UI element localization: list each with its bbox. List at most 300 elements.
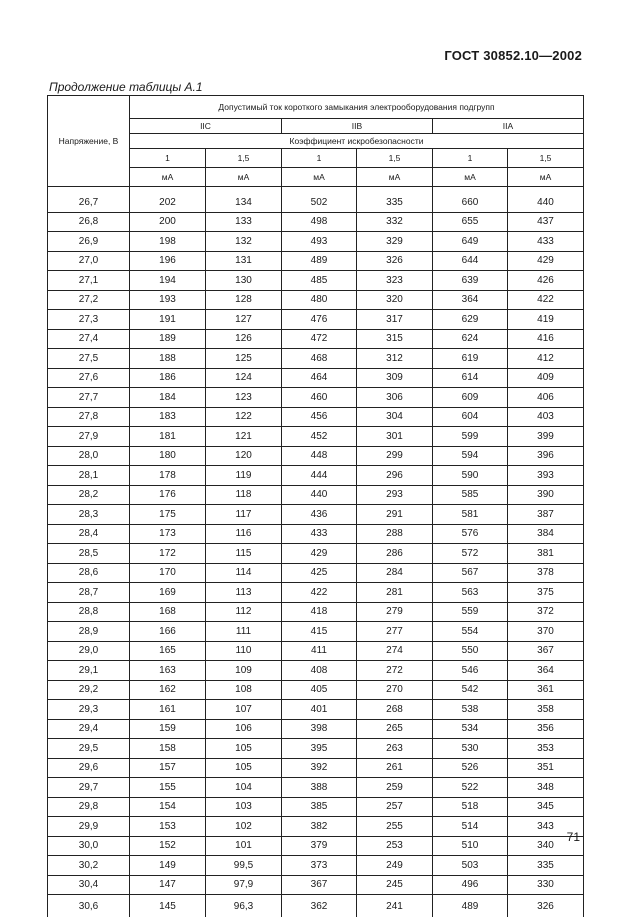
current-cell: 320 (357, 290, 433, 310)
current-cell: 415 (282, 622, 357, 642)
current-cell: 326 (357, 251, 433, 271)
voltage-cell: 28,3 (48, 505, 130, 525)
current-cell: 496 (433, 875, 508, 895)
current-cell: 534 (433, 719, 508, 739)
current-cell: 411 (282, 641, 357, 661)
current-cell: 585 (433, 485, 508, 505)
current-cell: 399 (508, 427, 584, 447)
voltage-cell: 29,0 (48, 641, 130, 661)
current-cell: 96,3 (206, 895, 282, 917)
current-cell: 639 (433, 271, 508, 291)
voltage-cell: 29,2 (48, 680, 130, 700)
table-row (48, 466, 584, 486)
current-cell: 604 (433, 407, 508, 427)
coef-header: Коэффициент искробезопасности (130, 134, 584, 149)
table-row (48, 446, 584, 466)
voltage-cell: 28,4 (48, 524, 130, 544)
current-cell: 291 (357, 505, 433, 525)
current-cell: 272 (357, 661, 433, 681)
unit-label: мА (206, 168, 282, 187)
current-cell: 286 (357, 544, 433, 564)
current-cell: 165 (130, 641, 206, 661)
table-row (48, 563, 584, 583)
current-cell: 281 (357, 583, 433, 603)
current-cell: 385 (282, 797, 357, 817)
current-cell: 372 (508, 602, 584, 622)
voltage-cell: 27,9 (48, 427, 130, 447)
current-cell: 559 (433, 602, 508, 622)
current-cell: 172 (130, 544, 206, 564)
voltage-header: Напряжение, В (48, 96, 130, 187)
current-cell: 522 (433, 778, 508, 798)
current-cell: 398 (282, 719, 357, 739)
current-cell: 381 (508, 544, 584, 564)
current-cell: 127 (206, 310, 282, 330)
current-cell: 147 (130, 875, 206, 895)
current-table (47, 95, 584, 917)
current-cell: 572 (433, 544, 508, 564)
current-cell: 364 (433, 290, 508, 310)
current-cell: 409 (508, 368, 584, 388)
current-cell: 312 (357, 349, 433, 369)
current-cell: 178 (130, 466, 206, 486)
current-cell: 518 (433, 797, 508, 817)
current-cell: 157 (130, 758, 206, 778)
current-cell: 261 (357, 758, 433, 778)
current-cell: 329 (357, 232, 433, 252)
current-cell: 152 (130, 836, 206, 856)
table-row (48, 719, 584, 739)
current-cell: 162 (130, 680, 206, 700)
voltage-cell: 29,8 (48, 797, 130, 817)
voltage-cell: 27,8 (48, 407, 130, 427)
voltage-cell: 30,2 (48, 856, 130, 876)
current-cell: 379 (282, 836, 357, 856)
current-cell: 546 (433, 661, 508, 681)
current-cell: 183 (130, 407, 206, 427)
current-cell: 419 (508, 310, 584, 330)
current-cell: 122 (206, 407, 282, 427)
current-cell: 309 (357, 368, 433, 388)
voltage-cell: 28,5 (48, 544, 130, 564)
voltage-cell: 29,9 (48, 817, 130, 837)
current-cell: 408 (282, 661, 357, 681)
voltage-cell: 26,7 (48, 193, 130, 212)
current-cell: 114 (206, 563, 282, 583)
current-cell: 159 (130, 719, 206, 739)
current-cell: 530 (433, 739, 508, 759)
current-cell: 265 (357, 719, 433, 739)
table-row (48, 797, 584, 817)
current-cell: 464 (282, 368, 357, 388)
voltage-cell: 28,8 (48, 602, 130, 622)
table-caption: Продолжение таблицы А.1 (49, 80, 203, 94)
table-row (48, 758, 584, 778)
current-cell: 109 (206, 661, 282, 681)
voltage-cell: 28,9 (48, 622, 130, 642)
current-cell: 485 (282, 271, 357, 291)
current-cell: 296 (357, 466, 433, 486)
voltage-cell: 27,3 (48, 310, 130, 330)
current-cell: 304 (357, 407, 433, 427)
current-cell: 118 (206, 485, 282, 505)
current-cell: 124 (206, 368, 282, 388)
current-cell: 126 (206, 329, 282, 349)
current-cell: 97,9 (206, 875, 282, 895)
unit-label: мА (282, 168, 357, 187)
current-cell: 274 (357, 641, 433, 661)
table-row (48, 739, 584, 759)
current-cell: 145 (130, 895, 206, 917)
table-row (48, 193, 584, 212)
current-cell: 412 (508, 349, 584, 369)
current-cell: 367 (508, 641, 584, 661)
current-cell: 401 (282, 700, 357, 720)
table-row (48, 388, 584, 408)
current-cell: 288 (357, 524, 433, 544)
current-cell: 268 (357, 700, 433, 720)
current-cell: 105 (206, 739, 282, 759)
current-cell: 149 (130, 856, 206, 876)
current-cell: 186 (130, 368, 206, 388)
voltage-cell: 27,1 (48, 271, 130, 291)
current-cell: 153 (130, 817, 206, 837)
current-cell: 384 (508, 524, 584, 544)
current-cell: 382 (282, 817, 357, 837)
voltage-cell: 28,2 (48, 485, 130, 505)
voltage-cell: 26,8 (48, 212, 130, 232)
current-cell: 392 (282, 758, 357, 778)
voltage-cell: 27,6 (48, 368, 130, 388)
current-cell: 106 (206, 719, 282, 739)
current-cell: 132 (206, 232, 282, 252)
current-cell: 460 (282, 388, 357, 408)
current-cell: 155 (130, 778, 206, 798)
current-cell: 323 (357, 271, 433, 291)
voltage-cell: 27,4 (48, 329, 130, 349)
current-cell: 393 (508, 466, 584, 486)
current-cell: 277 (357, 622, 433, 642)
current-cell: 107 (206, 700, 282, 720)
current-cell: 395 (282, 739, 357, 759)
table-row (48, 661, 584, 681)
current-cell: 440 (282, 485, 357, 505)
current-cell: 456 (282, 407, 357, 427)
subgroup-header: IIC (130, 119, 282, 134)
current-cell: 624 (433, 329, 508, 349)
current-cell: 563 (433, 583, 508, 603)
current-cell: 510 (433, 836, 508, 856)
current-cell: 158 (130, 739, 206, 759)
current-cell: 448 (282, 446, 357, 466)
current-cell: 115 (206, 544, 282, 564)
current-cell: 388 (282, 778, 357, 798)
table-row (48, 271, 584, 291)
subgroup-header: IIA (433, 119, 584, 134)
current-cell: 194 (130, 271, 206, 291)
current-cell: 104 (206, 778, 282, 798)
current-cell: 378 (508, 563, 584, 583)
current-cell: 188 (130, 349, 206, 369)
current-cell: 468 (282, 349, 357, 369)
current-cell: 191 (130, 310, 206, 330)
current-cell: 373 (282, 856, 357, 876)
current-cell: 326 (508, 895, 584, 917)
current-cell: 121 (206, 427, 282, 447)
current-cell: 476 (282, 310, 357, 330)
current-cell: 502 (282, 193, 357, 212)
current-cell: 362 (282, 895, 357, 917)
table-row (48, 817, 584, 837)
current-cell: 364 (508, 661, 584, 681)
current-cell: 452 (282, 427, 357, 447)
unit-label: мА (357, 168, 433, 187)
table-row (48, 622, 584, 642)
current-cell: 110 (206, 641, 282, 661)
current-cell: 660 (433, 193, 508, 212)
current-cell: 538 (433, 700, 508, 720)
current-cell: 390 (508, 485, 584, 505)
current-cell: 493 (282, 232, 357, 252)
voltage-cell: 29,7 (48, 778, 130, 798)
current-cell: 101 (206, 836, 282, 856)
current-cell: 444 (282, 466, 357, 486)
current-cell: 284 (357, 563, 433, 583)
current-cell: 353 (508, 739, 584, 759)
voltage-cell: 27,0 (48, 251, 130, 271)
current-cell: 550 (433, 641, 508, 661)
table-row (48, 427, 584, 447)
current-cell: 367 (282, 875, 357, 895)
current-cell: 590 (433, 466, 508, 486)
table-row (48, 895, 584, 917)
current-cell: 270 (357, 680, 433, 700)
current-cell: 433 (508, 232, 584, 252)
current-cell: 422 (282, 583, 357, 603)
current-cell: 358 (508, 700, 584, 720)
group-header: Допустимый ток короткого замыкания электрооборудования подгрупп (130, 96, 584, 119)
current-cell: 130 (206, 271, 282, 291)
table-row (48, 329, 584, 349)
current-cell: 301 (357, 427, 433, 447)
voltage-cell: 29,1 (48, 661, 130, 681)
current-cell: 614 (433, 368, 508, 388)
voltage-cell: 30,4 (48, 875, 130, 895)
current-cell: 594 (433, 446, 508, 466)
voltage-cell: 30,0 (48, 836, 130, 856)
current-cell: 370 (508, 622, 584, 642)
current-cell: 480 (282, 290, 357, 310)
current-cell: 375 (508, 583, 584, 603)
current-cell: 176 (130, 485, 206, 505)
current-cell: 340 (508, 836, 584, 856)
voltage-cell: 27,7 (48, 388, 130, 408)
table-row (48, 212, 584, 232)
current-cell: 279 (357, 602, 433, 622)
current-cell: 567 (433, 563, 508, 583)
current-cell: 189 (130, 329, 206, 349)
current-cell: 396 (508, 446, 584, 466)
current-cell: 113 (206, 583, 282, 603)
current-cell: 117 (206, 505, 282, 525)
current-cell: 356 (508, 719, 584, 739)
current-cell: 198 (130, 232, 206, 252)
table-row (48, 290, 584, 310)
current-cell: 175 (130, 505, 206, 525)
table-row (48, 251, 584, 271)
current-cell: 108 (206, 680, 282, 700)
standard-number: ГОСТ 30852.10—2002 (444, 48, 582, 63)
current-cell: 245 (357, 875, 433, 895)
current-cell: 599 (433, 427, 508, 447)
current-cell: 514 (433, 817, 508, 837)
current-cell: 123 (206, 388, 282, 408)
current-cell: 99,5 (206, 856, 282, 876)
current-cell: 253 (357, 836, 433, 856)
current-cell: 103 (206, 797, 282, 817)
voltage-cell: 28,0 (48, 446, 130, 466)
current-cell: 503 (433, 856, 508, 876)
table-row (48, 836, 584, 856)
coef-value: 1 (433, 149, 508, 168)
coef-value: 1 (282, 149, 357, 168)
current-cell: 299 (357, 446, 433, 466)
current-cell: 655 (433, 212, 508, 232)
current-cell: 170 (130, 563, 206, 583)
current-cell: 317 (357, 310, 433, 330)
current-cell: 542 (433, 680, 508, 700)
voltage-cell: 30,6 (48, 895, 130, 917)
current-cell: 351 (508, 758, 584, 778)
voltage-cell: 29,3 (48, 700, 130, 720)
voltage-cell: 28,1 (48, 466, 130, 486)
unit-label: мА (508, 168, 584, 187)
current-cell: 429 (282, 544, 357, 564)
current-cell: 436 (282, 505, 357, 525)
current-cell: 429 (508, 251, 584, 271)
current-cell: 293 (357, 485, 433, 505)
current-cell: 405 (282, 680, 357, 700)
current-cell: 335 (508, 856, 584, 876)
current-cell: 472 (282, 329, 357, 349)
current-cell: 315 (357, 329, 433, 349)
current-cell: 489 (282, 251, 357, 271)
current-cell: 406 (508, 388, 584, 408)
current-cell: 257 (357, 797, 433, 817)
current-cell: 440 (508, 193, 584, 212)
current-cell: 361 (508, 680, 584, 700)
current-cell: 119 (206, 466, 282, 486)
current-cell: 180 (130, 446, 206, 466)
table-row (48, 583, 584, 603)
current-cell: 202 (130, 193, 206, 212)
table-row (48, 368, 584, 388)
current-cell: 102 (206, 817, 282, 837)
table-row (48, 544, 584, 564)
current-cell: 105 (206, 758, 282, 778)
coef-value: 1,5 (206, 149, 282, 168)
current-cell: 173 (130, 524, 206, 544)
current-cell: 184 (130, 388, 206, 408)
table-row (48, 310, 584, 330)
current-cell: 498 (282, 212, 357, 232)
current-cell: 418 (282, 602, 357, 622)
voltage-cell: 27,2 (48, 290, 130, 310)
page-number: 71 (567, 830, 580, 844)
current-cell: 332 (357, 212, 433, 232)
current-cell: 345 (508, 797, 584, 817)
current-cell: 263 (357, 739, 433, 759)
voltage-cell: 26,9 (48, 232, 130, 252)
current-cell: 196 (130, 251, 206, 271)
current-cell: 255 (357, 817, 433, 837)
coef-value: 1 (130, 149, 206, 168)
current-cell: 489 (433, 895, 508, 917)
current-cell: 425 (282, 563, 357, 583)
current-cell: 330 (508, 875, 584, 895)
current-cell: 134 (206, 193, 282, 212)
current-cell: 581 (433, 505, 508, 525)
current-cell: 619 (433, 349, 508, 369)
current-cell: 111 (206, 622, 282, 642)
table-row (48, 524, 584, 544)
current-cell: 526 (433, 758, 508, 778)
current-cell: 133 (206, 212, 282, 232)
table-row (48, 680, 584, 700)
current-cell: 644 (433, 251, 508, 271)
current-cell: 200 (130, 212, 206, 232)
table-row (48, 505, 584, 525)
current-cell: 306 (357, 388, 433, 408)
table-row (48, 778, 584, 798)
current-cell: 193 (130, 290, 206, 310)
voltage-cell: 29,5 (48, 739, 130, 759)
current-cell: 416 (508, 329, 584, 349)
subgroup-header: IIB (282, 119, 433, 134)
current-cell: 168 (130, 602, 206, 622)
voltage-cell: 28,6 (48, 563, 130, 583)
current-cell: 387 (508, 505, 584, 525)
table-row (48, 700, 584, 720)
current-cell: 629 (433, 310, 508, 330)
current-cell: 131 (206, 251, 282, 271)
current-cell: 403 (508, 407, 584, 427)
current-cell: 166 (130, 622, 206, 642)
current-cell: 576 (433, 524, 508, 544)
current-cell: 120 (206, 446, 282, 466)
current-cell: 163 (130, 661, 206, 681)
table-row (48, 602, 584, 622)
table-row (48, 232, 584, 252)
current-cell: 241 (357, 895, 433, 917)
table-row (48, 856, 584, 876)
current-cell: 112 (206, 602, 282, 622)
current-cell: 426 (508, 271, 584, 291)
voltage-cell: 29,6 (48, 758, 130, 778)
current-cell: 649 (433, 232, 508, 252)
current-cell: 125 (206, 349, 282, 369)
current-cell: 343 (508, 817, 584, 837)
current-cell: 154 (130, 797, 206, 817)
current-cell: 335 (357, 193, 433, 212)
current-cell: 128 (206, 290, 282, 310)
current-cell: 422 (508, 290, 584, 310)
current-cell: 554 (433, 622, 508, 642)
table-row (48, 485, 584, 505)
voltage-cell: 28,7 (48, 583, 130, 603)
current-cell: 181 (130, 427, 206, 447)
current-cell: 433 (282, 524, 357, 544)
